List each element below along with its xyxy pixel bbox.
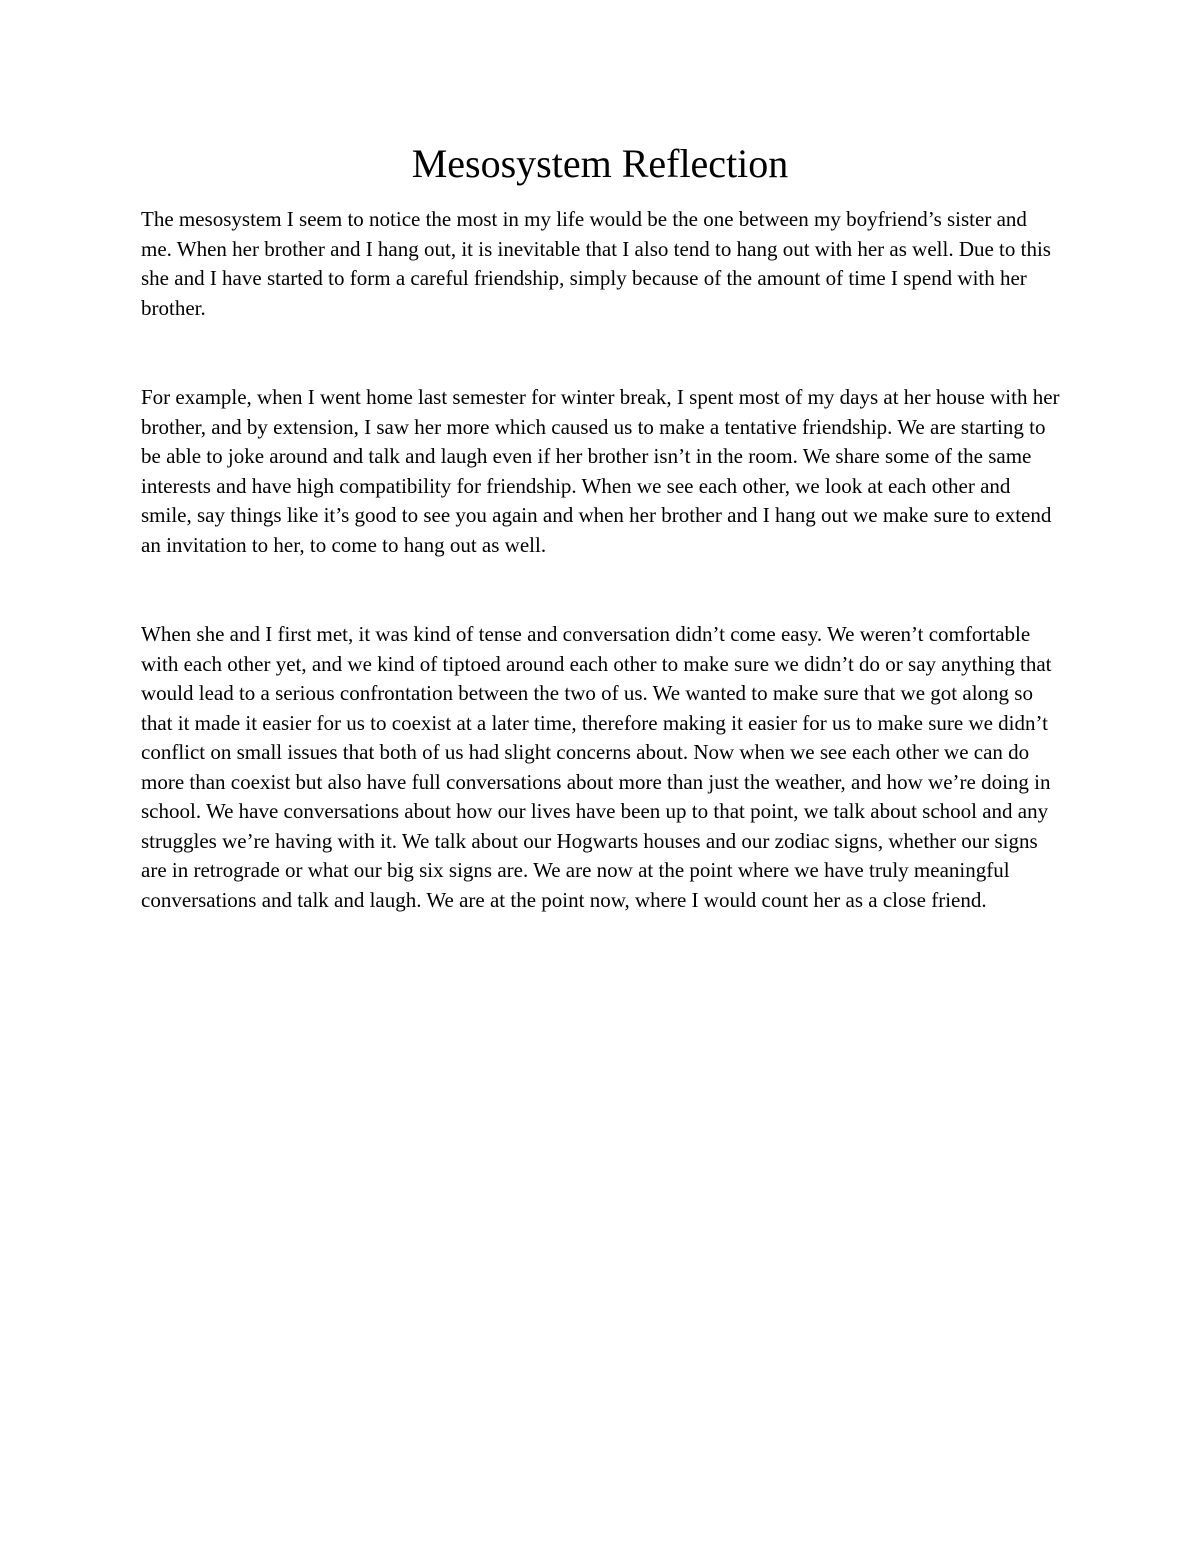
paragraph-2: For example, when I went home last semester for winter break, I spent most of my days at her house with her brother, and by extension, I saw her more which caused us to make a tentative friendship. We are starting to be able to joke around and talk and laugh even if her brother isn’t in the room. We share some of the same interests and have high compatibility for friendship. When we see each other, we look at each other and smile, say things like it’s good to see you again and when her brother and I hang out we make sure to extend an invitation to her, to come to hang out as well.: [141, 385, 1060, 557]
paragraph-1: The mesosystem I seem to notice the most in my life would be the one between my boyfriend’s sister and me. When her brother and I hang out, it is inevitable that I also tend to hang out with her as well. Due to this she and I have started to form a careful friendship, simply because of the amount of time I spend with her brother.: [141, 207, 1051, 320]
document-title: Mesosystem Reflection: [411, 141, 789, 186]
paragraph-3: When she and I first met, it was kind of tense and conversation didn’t come easy. We weren’t comfortable with each other yet, and we kind of tiptoed around each other to make sure we didn’t do or say anything that would lead to a serious confrontation between the two of us. We wanted to make sure that we got along so that it made it easier for us to coexist at a later time, therefore making it easier for us to make sure we didn’t conflict on small issues that both of us had slight concerns about. Now when we see each other we can do more than coexist but also have full conversations about more than just the weather, and how we’re doing in school. We have conversations about how our lives have been up to that point, we talk about school and any struggles we’re having with it. We talk about our Hogwarts houses and our zodiac signs, whether our signs are in retrograde or what our big six signs are. We are now at the point where we have truly meaningful conversations and talk and laugh. We are at the point now, where I would count her as a close friend.: [141, 622, 1052, 912]
document-body: [141, 205, 1061, 915]
